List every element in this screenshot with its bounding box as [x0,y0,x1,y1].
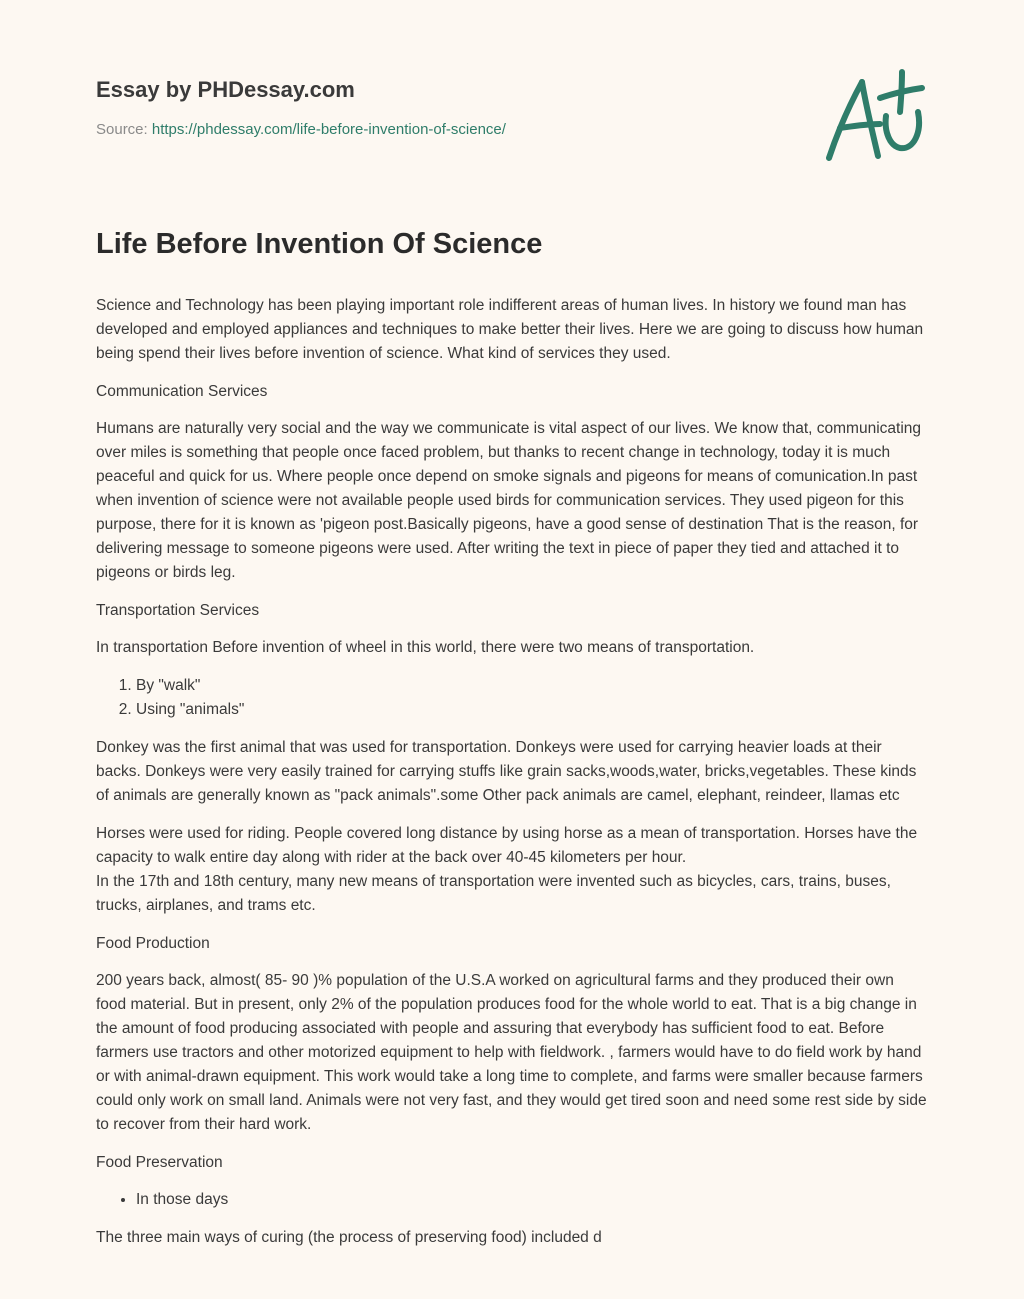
source-link[interactable]: https://phdessay.com/life-before-invention-of-science/ [151,121,506,138]
communication-paragraph: Humans are naturally very social and the way we communicate is vital aspect of our lives. We know that, communicating over miles is something that people once faced problem, but thanks to recent change in technology, today it is much peaceful and quick for us. Where people once depend on smoke signals and pigeons for means of comunication.In past when invention of science were not available people used birds for communication services. They used pigeon for this purpose, there for it is known as 'pigeon post.Basically pigeons, have a good sense of destination That is the reason, for delivering message to someone pigeons were used. After writing the text in piece of paper they tied and attached it to pigeons or birds leg. [96,420,922,581]
transportation-list [96,674,928,722]
century-text: In the 17th and 18th century, many new means of transportation were invented such as bicycles, cars, trains, buses, trucks, airplanes, and trams etc. [96,873,891,914]
page-header [96,76,506,140]
list-item: 2. Using "animals" [136,698,928,722]
intro-paragraph: Science and Technology has been playing important role indifferent areas of human lives. In history we found man has developed and employed appliances and techniques to make better their lives. Here we are going to discuss how human being spend their lives before invention of science. What kind of services they used. [96,297,924,362]
food-preservation-paragraph: The three main ways of curing (the process of preserving food) included d [96,1229,602,1246]
food-production-paragraph: 200 years back, almost( 85- 90 )% population of the U.S.A worked on agricultural farms and they produced their own food material. But in present, only 2% of the population produces food for the whole world to eat. That is a big change in the amount of food producing associated with people and assuring that everybody has sufficient food to eat. Before farmers use tractors and other motorized equipment to help with fieldwork. , farmers would have to do field work by hand or with animal-drawn equipment. This work would take a long time to complete, and farms were smaller because farmers could only work on small land. Animals were not very fast, and they would get tired soon and need some rest side by side to recover from their hard work. [96,972,927,1133]
horses-paragraph [96,822,928,918]
food-preservation-list [96,1188,928,1212]
bottom-fade [0,1259,1024,1299]
list-item: • In those days [136,1188,928,1212]
communication-heading: Communication Services [96,383,268,400]
essay-title: Life Before Invention Of Science [96,228,543,260]
transportation-intro: In transportation Before invention of wheel in this world, there were two means of transportation. [96,639,755,656]
a-plus-logo-icon [820,66,930,166]
donkey-paragraph: Donkey was the first animal that was used for transportation. Donkeys were used for carrying heavier loads at their backs. Donkeys were very easily trained for carrying stuffs like grain sacks,woods,water, bricks,vegetables. These kinds of animals are generally known as "pack animals".some Other pack animals are camel, elephant, reindeer, llamas etc [96,739,917,804]
brand-title: Essay by PHDessay.com [96,77,355,102]
horses-text: Horses were used for riding. People covered long distance by using horse as a mean of transportation. Horses have the capacity to walk entire day along with rider at the back over 40-45 kilometers per hour. [96,825,918,866]
list-item: 1. By "walk" [136,674,928,698]
source-line [96,120,506,140]
food-production-heading: Food Production [96,935,210,952]
transportation-heading: Transportation Services [96,602,260,619]
source-label: Source: [96,121,152,138]
food-preservation-heading: Food Preservation [96,1154,223,1171]
essay-content [96,224,928,1264]
